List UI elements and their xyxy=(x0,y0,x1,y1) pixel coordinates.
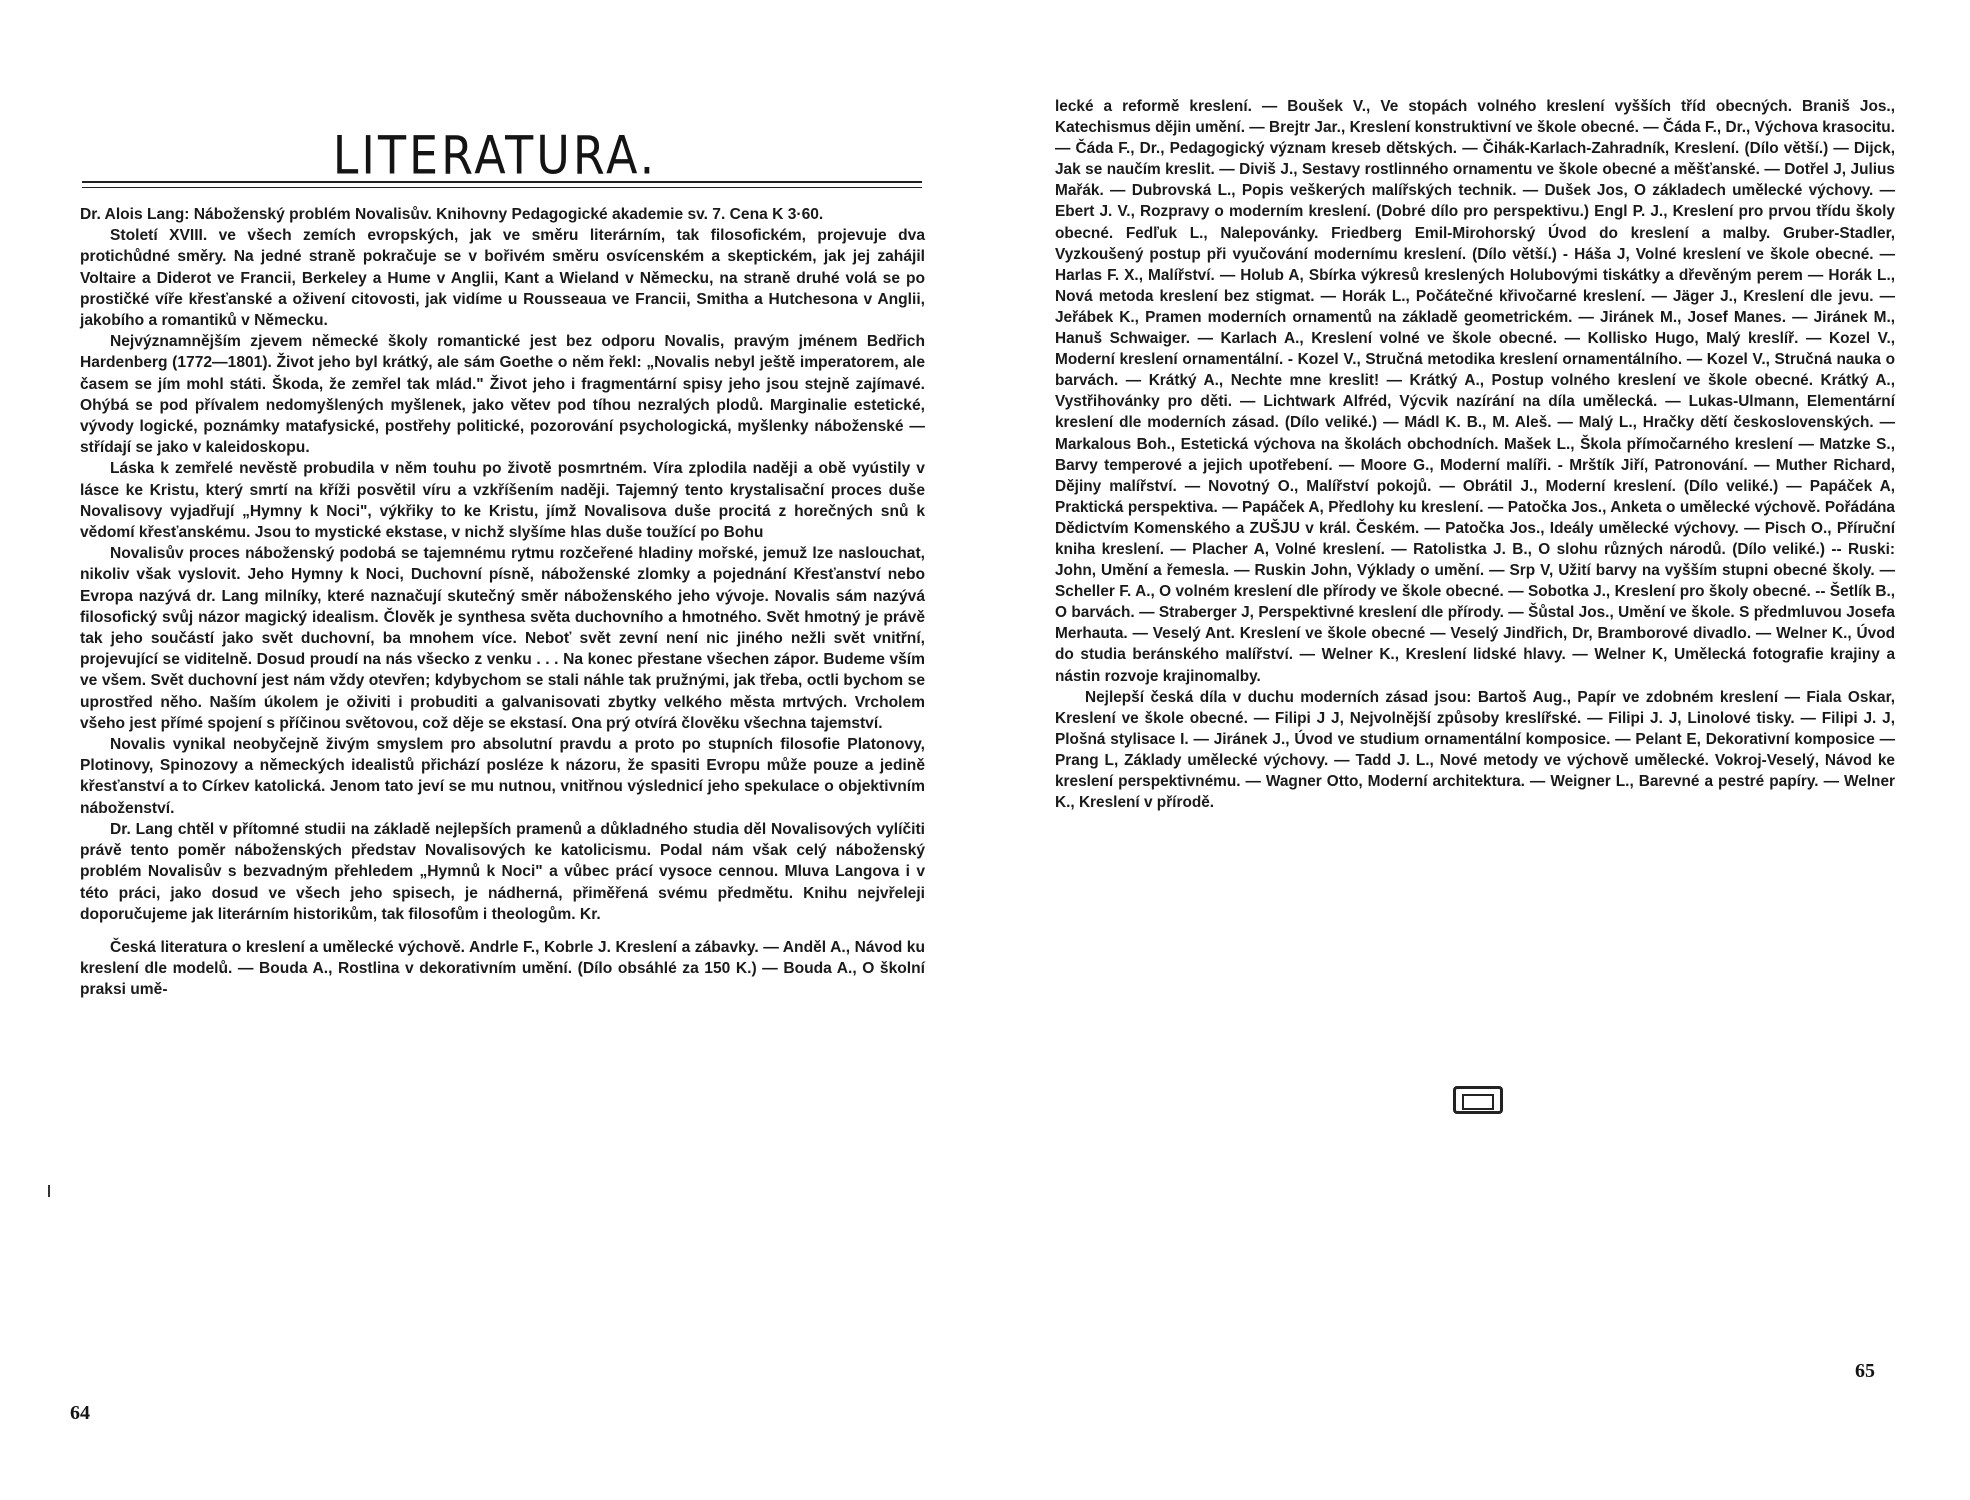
right-page xyxy=(985,0,1970,1500)
review-paragraph: Novalis vynikal neobyčejně živým smyslem pro absolutní pravdu a proto po stupních filosofie Platonovy, Plotinovy, Spinozovy a německých idealistů přichází posléze k názoru, že spasiti Evropu může pouze a jedině křesťanství a to Církev katolická. Jenom tato jeví se mu nutnou, vnitřnou výslednicí jeho spekulace o objektivním náboženství. xyxy=(80,736,925,817)
best-works-paragraph: Nejlepší česká díla v duchu moderních zásad jsou: Bartoš Aug., Papír ve zdobném kreslení — Fiala Oskar, Kreslení ve škole obecné. — Filipi J J, Nejvolnější způsoby kreslířské. — Filipi J. J, Linolové tisky. — Filipi J. J, Plošná stylisace I. — Jiránek J., Úvod ve studium ornamentální komposice. — Pelant E, Dekorativní komposice — Prang L, Základy umělecké výchovy. — Tadd J. L., Nové metody ve výchově umělecké. Vokroj-Veselý, Návod ke kreslení perspektivnému. — Wagner Otto, Moderní architektura. — Weigner L., Barevné a pestré papíry. — Welner K., Kreslení v přírodě. xyxy=(1055,688,1895,812)
ornament-icon xyxy=(1453,1086,1503,1114)
page-number: 65 xyxy=(1855,1360,1875,1382)
margin-mark xyxy=(48,1185,50,1197)
bibliography-start: Česká literatura o kreslení a umělecké výchově. Andrle F., Kobrle J. Kreslení a zábavky. — Anděl A., Návod ku kreslení dle modelů. — Bouda A., Rostlina v dekorativním umění. (Dílo obsáhlé za 150 K.) — Bouda A., O školní praksi umě- xyxy=(80,938,925,999)
heading-rule-bottom xyxy=(82,187,922,188)
bibliography-continued: lecké a reformě kreslení. — Boušek V., Ve stopách volného kreslení vyšších tříd obecných. Braniš Jos., Katechismus dějin umění. — Brejtr Jar., Kreslení konstruktivní ve škole obecné. — Čáda F., Dr., Výchova krasocitu. — Čáda F., Dr., Pedagogický význam kreseb dětských. — Čihák-Karlach-Zahradník, Kreslení. (Dílo větší.) — Dijck, Jak se naučím kreslit. — Diviš J., Sestavy rostlinného ornamentu ve škole obecné a měšťanské. — Dotřel J, Julius Mařák. — Dubrovská L., Popis veškerých malířských technik. — Dušek Jos, O základech umělecké výchovy. — Ebert J. V., Rozpravy o moderním kreslení. (Dobré dílo pro perspektivu.) Engl P. J., Kreslení pro prvou třídu školy obecné. Fedľuk L., Nalepovánky. Friedberg Emil-Mirohorský Úvod do kreslení a malby. Gruber-Stadler, Vyzkoušený postup při vyučování modernímu kreslení. (Dílo větší.) - Háša J, Volné kreslení ve škole obecné. — Harlas F. X., Malířství. — Holub A, Sbírka výkresů kreslených Holubovými tiskátky a dřevěným perem — Horák L., Nová metoda kreslení bez stigmat. — Horák L., Počátečné křivočarné kreslení. — Jäger J., Kreslení dle jevu. — Jeřábek K., Pramen moderních ornamentů na základě geometrickém. — Jiránek M., Josef Manes. — Jiránek M., Hanuš Schwaiger. — Karlach A., Kreslení volné ve škole obecné. — Kollisko Hugo, Malý kreslíř. — Kozel V., Moderní kreslení ornamentální. - Kozel V., Stručná metodika kreslení ornamentálního. — Kozel V., Stručná nauka o barvách. — Krátký A., Nechte mne kreslit! — Krátký A., Postup volného kreslení ve škole obecné. Krátký A., Vystřihovánky pro děti. — Lichtwark Alfréd, Výcvik nazírání na díla umělecká. — Lukas-Ulmann, Elementární kreslení dle moderních zásad. (Dílo veliké.) — Mádl K. B., M. Aleš. — Malý L., Hračky dětí československých. — Markalous Boh., Estetická výchova na školách obchodních. Mašek L., Škola přímočarného kreslení — Matzke S., Barvy temperové a jejich upotřebení. — Moore G., Moderní malíři. - Mrštík Jiří, Patronování. — Muther Richard, Dějiny malířství. — Novotný O., Malířství pokojů. — Obrátil J., Moderní kreslení. (Dílo veliké.) — Papáček A, Praktická perspektiva. — Papáček A, Předlohy ku kreslení. — Patočka Jos., Anketa o umělecké výchově. Pořádána Dědictvím Komenského a ZUŠJU v král. Českém. — Patočka Jos., Ideály umělecké výchovy. — Pisch O., Příruční kniha kreslení. — Placher A, Volné kreslení. — Ratolistka J. B., O slohu různých národů. (Dílo veliké.) -- Ruski: John, Umění a řemesla. — Ruskin John, Výklady o umění. — Srp V, Užití barvy na vyšším stupni obecné školy. — Scheller F. A., O volném kreslení dle přírody ve škole obecné. — Sobotka J., Kreslení pro školy obecné. -- Šetlík B., O barvách. — Straberger J, Perspektivné kreslení dle přírody. — Šůstal Jos., Umění ve škole. S předmluvou Josefa Merhauta. — Veselý Ant. Kreslení ve škole obecné — Veselý Jindřich, Dr, Bramborové divadlo. — Welner K., Úvod do studia beránského malířství. — Welner K., Kreslení lidské hlavy. — Welner K, Umělecká fotografie krajiny a nástin rozvoje krajinomalby. xyxy=(1055,98,1895,685)
left-column xyxy=(80,204,925,1001)
review-paragraph: Láska k zemřelé nevěstě probudila v něm touhu po životě posmrtném. Víra zplodila naději a obě vyústily v lásce ke Kristu, který smrtí na kříži posvětil víru a vzkříšením naději. Tajemný tento krystalisační proces duše Novalisovy vyjadřují „Hymny k Noci", výkřiky to ke Kristu, jímž Novalisova duše procitá z horečných snů k vědomí křesťanskému. Jsou to mystické ekstase, v nichž slyšíme hlas duše toužící po Bohu xyxy=(80,460,925,542)
right-column xyxy=(1055,96,1895,813)
heading-rule-top xyxy=(82,181,922,183)
review-paragraph: Nejvýznamnějším zjevem německé školy romantické jest bez odporu Novalis, pravým jménem Bedřich Hardenberg (1772—1801). Život jeho byl krátký, ale sám Goethe o něm řekl: „Novalis nebyl ještě imperatorem, ale časem se jím mohl státi. Škoda, že zemřel tak mlád." Život jeho i fragmentární spisy jeho jsou stejně zajímavé. Ohýbá se pod přívalem nedomyšlených myšlenek, jako větev pod tíhou nezralých plodů. Marginalie estetické, vývody logické, poznámky matafysické, postřehy politické, pozorování psychologická, myšlenky náboženské — střídají se jako v kaleidoskopu. xyxy=(80,333,925,457)
review-paragraph: Novalisův proces náboženský podobá se tajemnému rytmu rozčeřené hladiny mořské, jemuž lze naslouchat, nikoliv však vyslovit. Jeho Hymny k Noci, Duchovní písně, náboženské zlomky a pojednání Křesťanství nebo Evropa nazývá dr. Lang milníky, které naznačují skutečný směr náboženského jeho vývoje. Novalis sám nazývá filosofický svůj názor magický idealism. Člověk je synthesa světa duchovního a hmotného. Svět hmotný je právě tak jeho součástí jako svět duchovní, ba mnohem více. Neboť svět zevní není nic jiného nežli svět vnitřní, projevující se viditelně. Dosud proudí na nás všecko z venku . . . Na konec přestane všechen zápor. Budeme vším ve všem. Svět duchovní jest nám vždy otevřen; kdybychom se stali náhle tak pružnými, jak třeba, octli bychom se uprostřed něho. Naším úkolem je oživiti i probuditi a galvanisovati zbytky velkého města mrtvých. Vrcholem všeho jest přímé spojení s příčinou světovou, což děje se ekstasí. Ona prý otvírá člověku všechna tajemství. xyxy=(80,545,925,732)
review-citation: Dr. Alois Lang: Náboženský problém Novalisův. Knihovny Pedagogické akademie sv. 7. Cena K 3·60. xyxy=(80,206,824,223)
review-paragraph: Století XVIII. ve všech zemích evropských, jak ve směru literárním, tak filosofickém, projevuje dva protichůdné směry. Na jedné straně pokračuje se v bořivém směru osvícenském a skeptickém, jak jej zahájil Voltaire a Diderot ve Francii, Berkeley a Hume v Anglii, Kant a Wieland v Německu, na straně druhé volá se po prostičké víře křesťanské a oživení citovosti, jak vidíme u Rousseaua ve Francii, Smitha a Hutchesona v Anglii, jakobího a romantiků v Německu. xyxy=(80,227,925,330)
review-paragraph: Dr. Lang chtěl v přítomné studii na základě nejlepších pramenů a důkladného studia děl Novalisových vylíčiti právě tento poměr náboženských představ Novalisových ke katolicismu. Podal nám však celý náboženský problém Novalisův s bezvadným přehledem „Hymnů k Noci" a vůbec prácí vysoce cennou. Mluva Langova i v této práci, jako dosud ve všech jeho spisech, je nádherná, přiměřená svému předmětu. Knihu nejvřeleji doporučujeme jak literárním historikům, tak filosofům i theologům. Kr. xyxy=(80,820,925,923)
page-heading: LITERATURA. xyxy=(332,123,658,187)
page-number: 64 xyxy=(70,1402,90,1424)
